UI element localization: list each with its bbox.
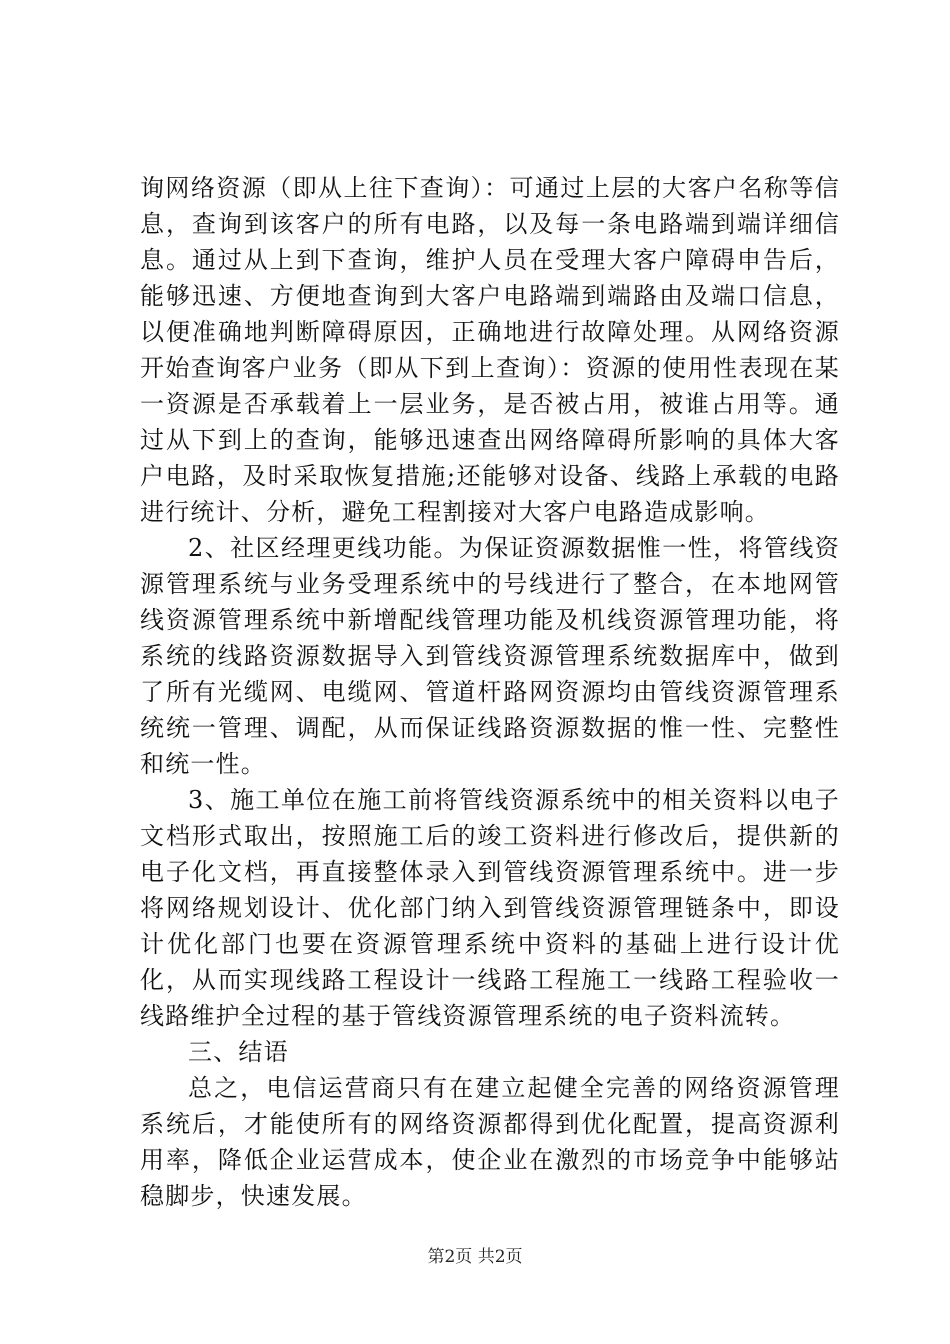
page-footer <box>0 1242 950 1267</box>
paragraph-community-manager: 2、社区经理更线功能。为保证资源数据惟一性，将管线资源管理系统与业务受理系统中的号线进行了整合，在本地网管线资源管理系统中新增配线管理功能及机线资源管理功能，将系统的线路资源数据导入到管线资源管理系统数据库中，做到了所有光缆网、电缆网、管道杆路网资源均由管线资源管理系统统一管理、调配，从而保证线路资源数据的惟一性、完整性和统一性。 <box>140 534 840 778</box>
page-number-label: 第2页 共2页 <box>427 1247 523 1267</box>
paragraph-conclusion: 总之，电信运营商只有在建立起健全完善的网络资源管理系统后，才能使所有的网络资源都得到优化配置，提高资源利用率，降低企业运营成本，使企业在激烈的市场竞争中能够站稳脚步，快速发展。 <box>140 1074 840 1210</box>
document-body <box>140 170 840 1214</box>
section-heading-conclusion: 三、结语 <box>188 1038 289 1066</box>
paragraph-resource-query: 询网络资源（即从上往下查询）：可通过上层的大客户名称等信息，查询到该客户的所有电路，以及每一条电路端到端详细信息。通过从上到下查询，维护人员在受理大客户障碍申告后，能够迅速、方便地查询到大客户电路端到端路由及端口信息，以便准确地判断障碍原因，正确地进行故障处理。从网络资源开始查询客户业务（即从下到上查询）：资源的使用性表现在某一资源是否承载着上一层业务，是否被占用，被谁占用等。通过从下到上的查询，能够迅速查出网络障碍所影响的具体大客户电路，及时采取恢复措施;还能够对设备、线路上承载的电路进行统计、分析，避免工程割接对大客户电路造成影响。 <box>140 174 840 526</box>
paragraph-construction-unit: 3、施工单位在施工前将管线资源系统中的相关资料以电子文档形式取出，按照施工后的竣工资料进行修改后，提供新的电子化文档，再直接整体录入到管线资源管理系统中。进一步将网络规划设计、优化部门纳入到管线资源管理链条中，即设计优化部门也要在资源管理系统中资料的基础上进行设计优化，从而实现线路工程设计一线路工程施工一线路工程验收一线路维护全过程的基于管线资源管理系统的电子资料流转。 <box>140 786 840 1030</box>
